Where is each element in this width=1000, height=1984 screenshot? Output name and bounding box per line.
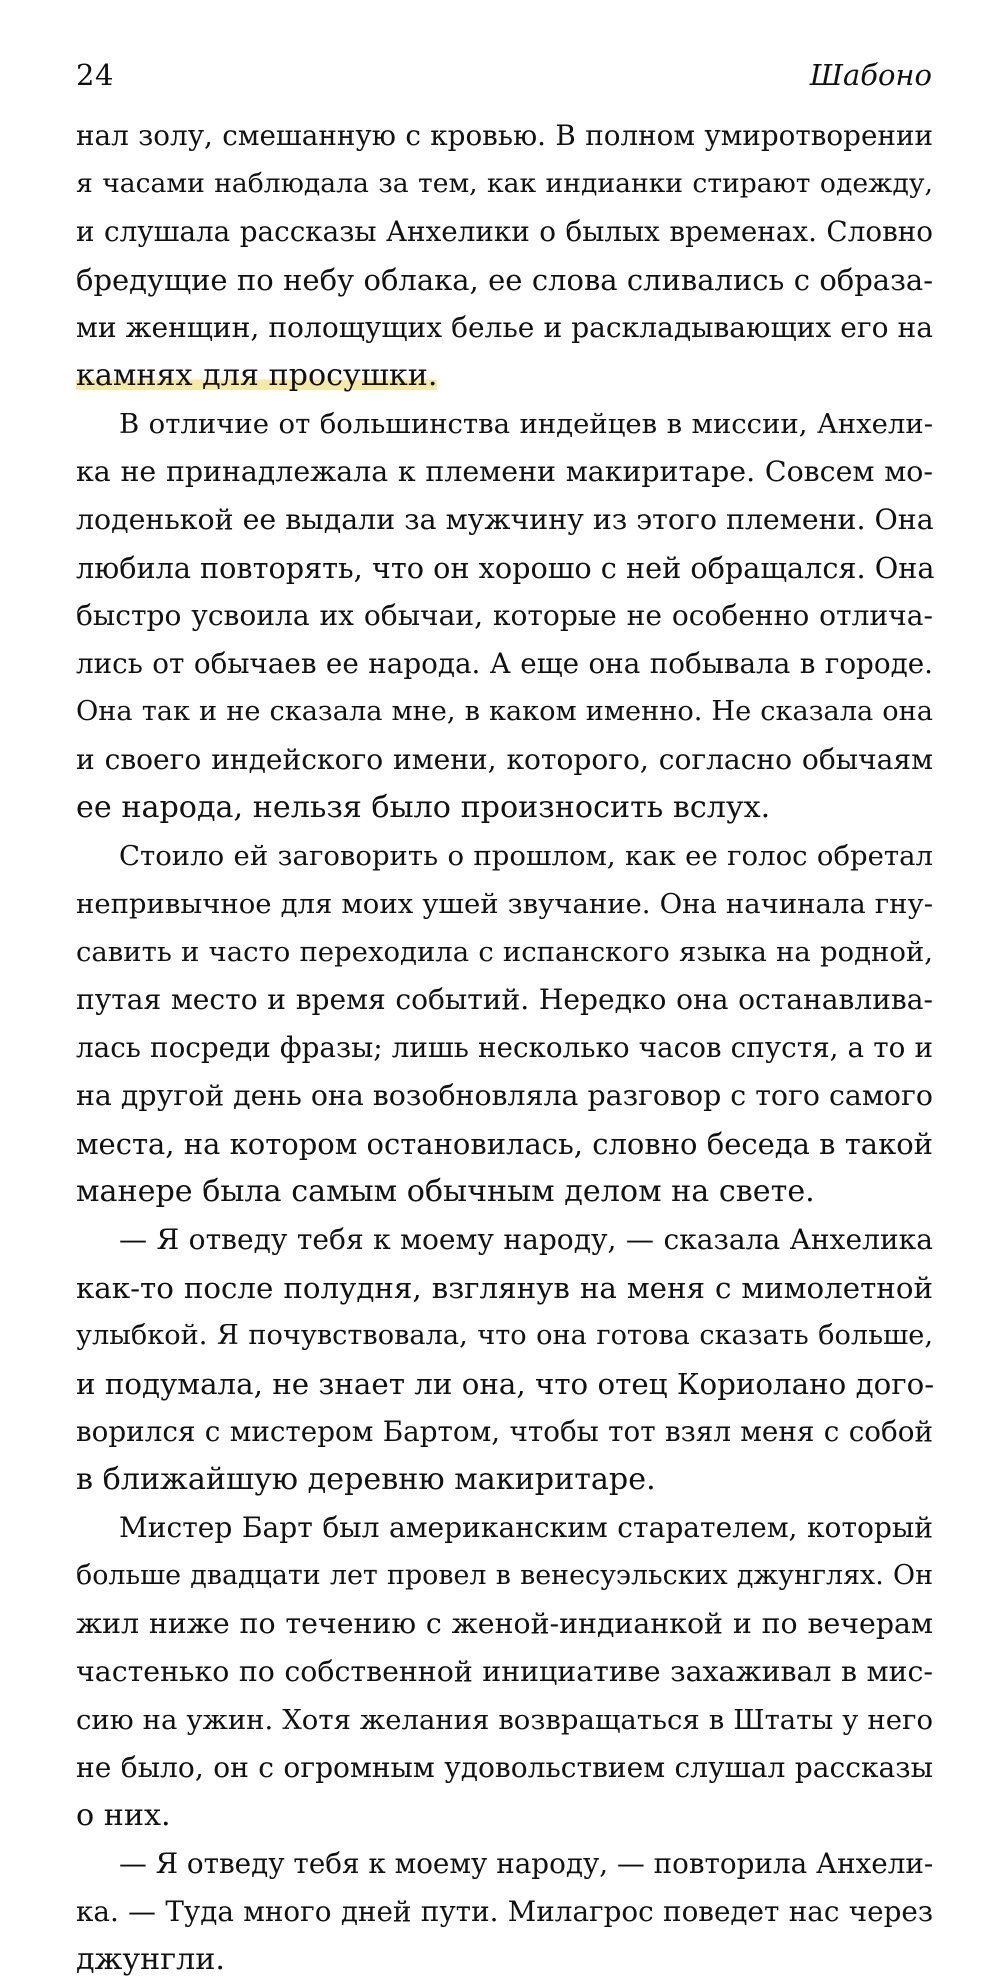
text-line: на другой день она возобновляла разговор с того самого [76, 1079, 933, 1112]
page-header [76, 58, 932, 98]
text-line: путая место и время событий. Нередко она останавлива- [76, 983, 933, 1016]
running-head: Шабоно [809, 58, 932, 92]
text-line: Она так и не сказала мне, в каком именно. Не сказала она [76, 696, 933, 727]
highlighted-text: камнях для просушки. [76, 358, 438, 393]
text-line: любила повторять, что он хорошо с ней обращался. Она [76, 551, 935, 585]
text-line: ее народа, нельзя было произносить вслух. [76, 790, 771, 825]
text-line: я часами наблюдала за тем, как индианки стирают одежду, [76, 168, 933, 199]
paragraph-first-line: — Я отведу тебя к моему народу, — сказала Анхелика [119, 1223, 933, 1256]
text-line: лоденькой ее выдали за мужчину из этого племени. Она [76, 503, 934, 536]
text-line: савить и часто переходила с испанского языка на родной, [76, 936, 933, 968]
text-line [76, 352, 933, 400]
paragraph-first-line: Мистер Барт был американским старателем, который [119, 1511, 933, 1544]
text-line: джунгли. [76, 1942, 225, 1977]
text-line: места, на котором остановилась, словно беседа в такой [76, 1127, 933, 1161]
text-line: манере была самым обычным делом на свете. [76, 1174, 815, 1209]
text-line: в ближайшую деревню макиритаре. [76, 1462, 656, 1497]
text-line: ка. — Туда много дней пути. Милагрос поведет нас через [76, 1895, 933, 1928]
text-line: ми женщин, полощущих белье и раскладывающих его на [76, 311, 933, 344]
paragraph-first-line: — Я отведу тебя к моему народу, — повторила Анхели- [119, 1847, 934, 1880]
text-line: частенько по собственной инициативе захаживал в мис- [76, 1655, 933, 1688]
text-line: и подумала, не знает ли она, что отец Кориолано дого- [76, 1367, 935, 1401]
text-line: не было, он с огромным удовольствием слушал рассказы [76, 1751, 933, 1784]
text-line: бредущие по небу облака, ее слова сливались с образа- [76, 263, 933, 297]
body-text [76, 112, 933, 1984]
text-line: больше двадцати лет провел в венесуэльских джунглях. Он [76, 1560, 933, 1591]
text-line: лись от обычаев ее народа. А еще она побывала в городе. [76, 647, 933, 680]
text-line: и слушала рассказы Анхелики о былых временах. Словно [76, 215, 933, 248]
text-line: нал золу, смешанную с кровью. В полном умиротворении [76, 119, 933, 152]
page-number: 24 [76, 58, 114, 92]
text-line: как-то после полудня, взглянув на меня с мимолетной [76, 1271, 933, 1305]
paragraph-first-line: Стоило ей заговорить о прошлом, как ее голос обретал [119, 840, 933, 872]
text-line: лась посреди фразы; лишь несколько часов спустя, а то и [76, 1031, 933, 1064]
text-line: быстро усвоила их обычаи, которые не особенно отлича- [76, 599, 933, 632]
text-line: о них. [76, 1798, 171, 1833]
paragraph-first-line: В отличие от большинства индейцев в миссии, Анхели- [119, 408, 933, 440]
text-line: ворился с мистером Бартом, чтобы тот взял меня с собой [76, 1415, 933, 1448]
text-line: жил ниже по течению с женой-индианкой и по вечерам [76, 1607, 933, 1640]
text-line: улыбкой. Я почувствовала, что она готова сказать больше, [76, 1320, 933, 1351]
text-line: непривычное для моих ушей звучание. Она начинала гну- [76, 888, 933, 920]
text-line: ка не принадлежала к племени макиритаре. Совсем мо- [76, 455, 933, 488]
text-line: и своего индейского имени, которого, согласно обычаям [76, 743, 933, 776]
text-line: сию на ужин. Хотя желания возвращаться в Штаты у него [76, 1704, 933, 1736]
